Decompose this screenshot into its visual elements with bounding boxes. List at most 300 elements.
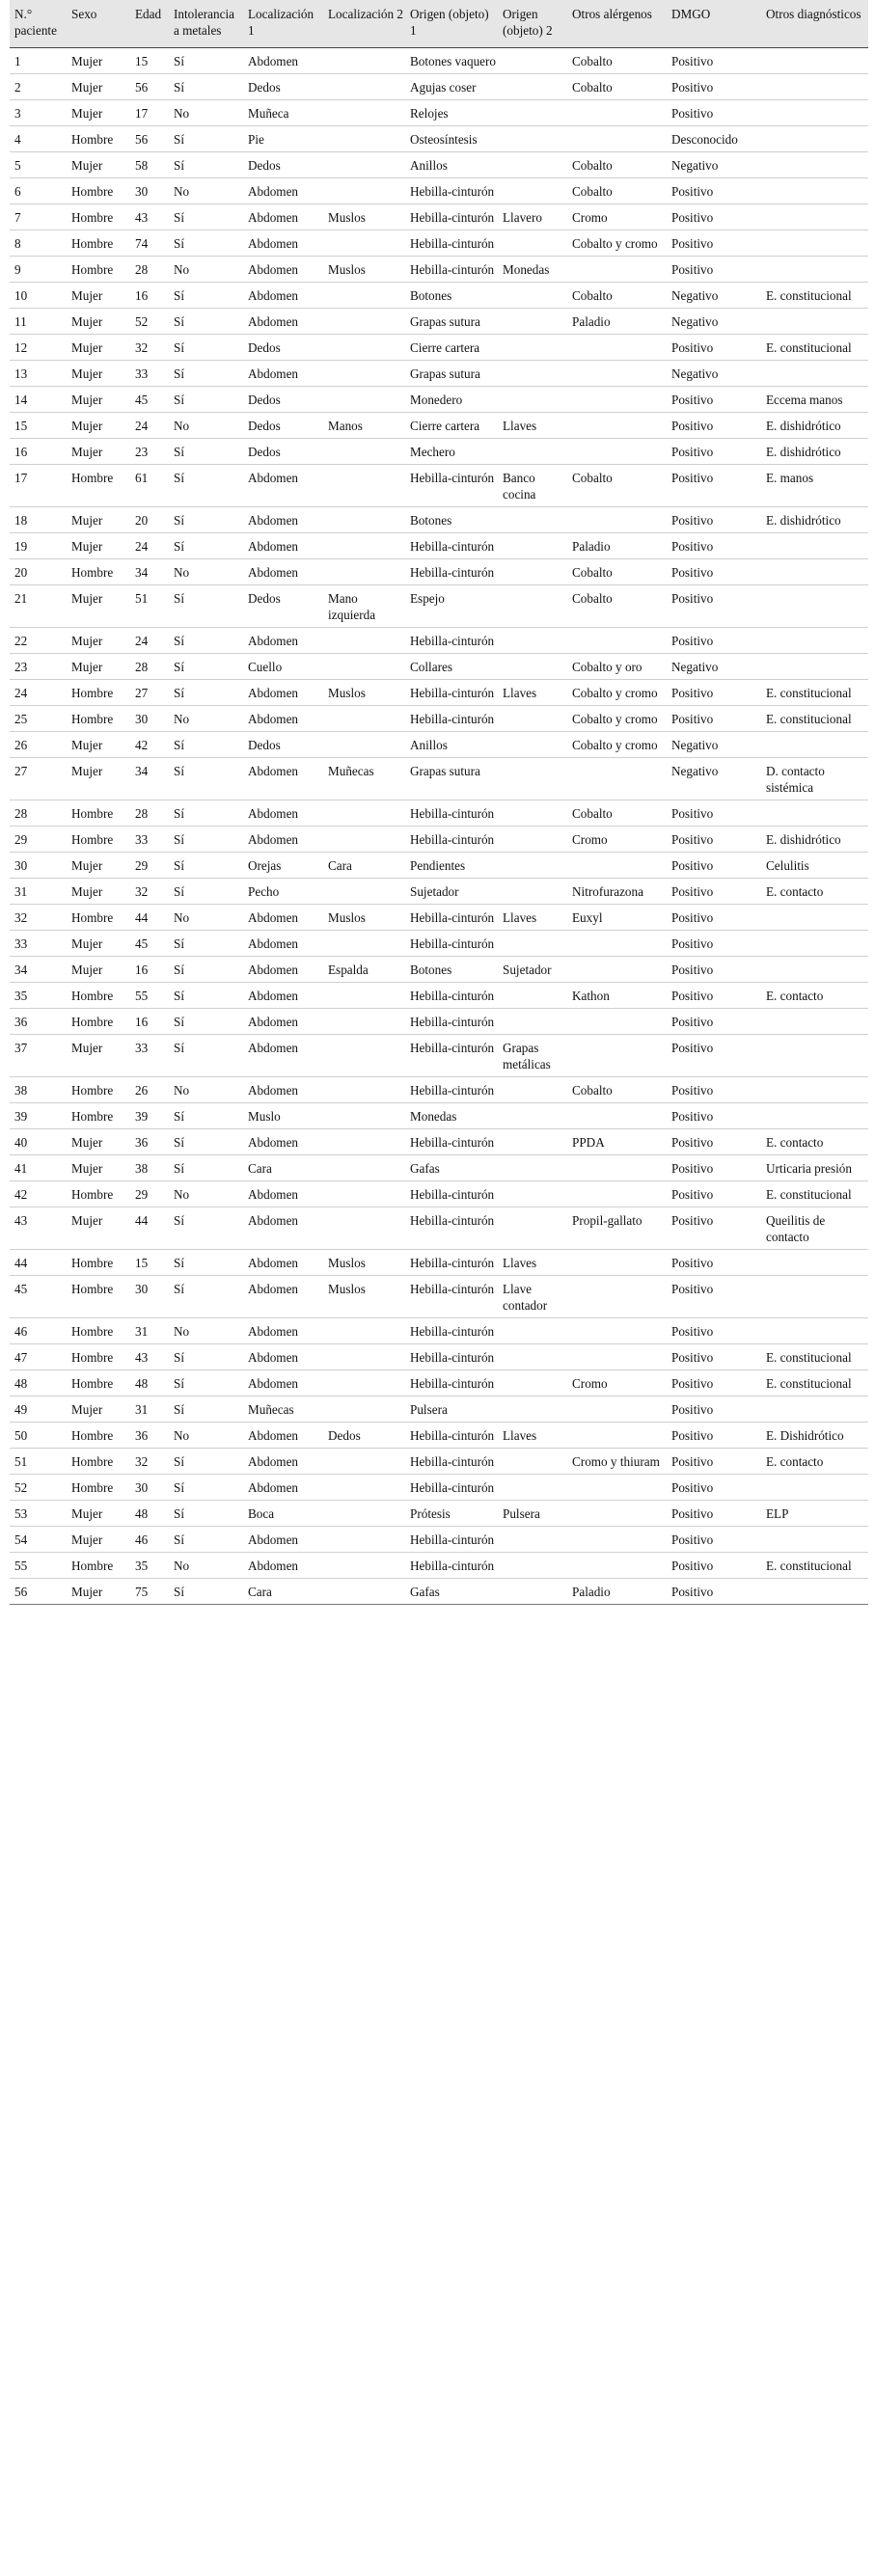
table-cell: Espalda [325, 957, 407, 983]
table-cell: Abdomen [245, 800, 325, 827]
table-cell: 36 [10, 1009, 68, 1035]
table-row [10, 1155, 868, 1181]
table-row [10, 204, 868, 230]
table-cell: Abdomen [245, 827, 325, 853]
table-cell: 61 [132, 465, 171, 507]
table-cell: Positivo [669, 413, 763, 439]
table-cell: Abdomen [245, 1527, 325, 1553]
table-cell: 46 [132, 1527, 171, 1553]
table-cell [763, 257, 868, 283]
table-cell: 55 [132, 983, 171, 1009]
table-cell [569, 1318, 669, 1344]
table-cell: 44 [132, 1207, 171, 1250]
table-cell [763, 1475, 868, 1501]
table-cell: Mujer [68, 957, 132, 983]
table-cell: Relojes [407, 100, 500, 126]
table-cell: 13 [10, 361, 68, 387]
table-cell: 31 [132, 1318, 171, 1344]
table-cell [325, 1475, 407, 1501]
table-cell: 55 [10, 1553, 68, 1579]
table-cell [763, 74, 868, 100]
table-cell [325, 230, 407, 257]
table-cell: Hebilla-cinturón [407, 1423, 500, 1449]
table-cell: Sí [171, 957, 245, 983]
table-cell: Mujer [68, 48, 132, 74]
table-cell: Paladio [569, 533, 669, 559]
table-cell: Dedos [245, 439, 325, 465]
table-cell: Mujer [68, 1579, 132, 1605]
table-cell: Hebilla-cinturón [407, 1276, 500, 1318]
table-cell [569, 758, 669, 800]
table-row [10, 1396, 868, 1423]
table-cell: Positivo [669, 1527, 763, 1553]
table-cell: 42 [10, 1181, 68, 1207]
table-cell: E. constitucional [763, 680, 868, 706]
table-cell: Mano izquierda [325, 585, 407, 628]
table-cell: 7 [10, 204, 68, 230]
table-cell: Negativo [669, 309, 763, 335]
table-cell: Sí [171, 758, 245, 800]
table-cell [500, 1449, 569, 1475]
table-cell: Desconocido [669, 126, 763, 152]
table-cell: Pulsera [500, 1501, 569, 1527]
table-cell: Hombre [68, 905, 132, 931]
table-cell [500, 309, 569, 335]
table-cell: 25 [10, 706, 68, 732]
table-body [10, 48, 868, 1605]
table-cell: Llavero [500, 204, 569, 230]
table-row [10, 1579, 868, 1605]
table-cell: Llaves [500, 905, 569, 931]
table-cell [763, 204, 868, 230]
table-row [10, 100, 868, 126]
column-header: Localización 1 [245, 0, 325, 48]
table-cell: Anillos [407, 732, 500, 758]
table-cell: Muslos [325, 204, 407, 230]
table-cell: D. contacto sistémica [763, 758, 868, 800]
table-row [10, 879, 868, 905]
table-cell [569, 257, 669, 283]
table-cell: Muslo [245, 1103, 325, 1129]
table-cell: 24 [132, 628, 171, 654]
table-cell [763, 800, 868, 827]
table-cell: Botones vaquero [407, 48, 500, 74]
table-cell: Hombre [68, 559, 132, 585]
table-cell: 39 [10, 1103, 68, 1129]
table-row [10, 74, 868, 100]
table-cell: Sí [171, 1370, 245, 1396]
table-cell: 16 [132, 957, 171, 983]
column-header: Otros alérgenos [569, 0, 669, 48]
table-cell: Mujer [68, 1155, 132, 1181]
table-cell [500, 758, 569, 800]
table-cell: 35 [132, 1553, 171, 1579]
table-row [10, 507, 868, 533]
table-cell: Hombre [68, 257, 132, 283]
table-cell: Cobalto y cromo [569, 706, 669, 732]
table-cell: Abdomen [245, 1207, 325, 1250]
table-cell: Mujer [68, 100, 132, 126]
table-cell: Llaves [500, 413, 569, 439]
table-cell: Positivo [669, 1035, 763, 1077]
table-cell: Positivo [669, 257, 763, 283]
table-cell: Positivo [669, 905, 763, 931]
table-cell: Cobalto y cromo [569, 680, 669, 706]
table-cell: 3 [10, 100, 68, 126]
table-cell: Hombre [68, 1344, 132, 1370]
table-cell: 22 [10, 628, 68, 654]
table-cell: 44 [10, 1250, 68, 1276]
table-cell [763, 230, 868, 257]
table-cell: No [171, 559, 245, 585]
table-cell: Muslos [325, 905, 407, 931]
table-cell: 30 [132, 178, 171, 204]
table-row [10, 178, 868, 204]
table-cell [325, 1501, 407, 1527]
table-cell: Hebilla-cinturón [407, 465, 500, 507]
table-row [10, 387, 868, 413]
table-cell: Llaves [500, 1423, 569, 1449]
table-cell [500, 387, 569, 413]
table-cell [325, 706, 407, 732]
table-cell: Cierre cartera [407, 413, 500, 439]
table-cell: Hebilla-cinturón [407, 230, 500, 257]
column-header: Localización 2 [325, 0, 407, 48]
table-cell [500, 230, 569, 257]
table-cell: 33 [132, 827, 171, 853]
table-cell: 41 [10, 1155, 68, 1181]
table-cell: Sí [171, 654, 245, 680]
table-cell: Negativo [669, 152, 763, 178]
table-cell: Cara [245, 1155, 325, 1181]
table-cell: Dedos [245, 335, 325, 361]
table-cell [569, 1103, 669, 1129]
table-cell [325, 1527, 407, 1553]
table-cell: 14 [10, 387, 68, 413]
table-cell: Hebilla-cinturón [407, 257, 500, 283]
table-row [10, 283, 868, 309]
table-row [10, 1207, 868, 1250]
table-cell: Positivo [669, 853, 763, 879]
table-cell: Abdomen [245, 559, 325, 585]
table-cell: Positivo [669, 100, 763, 126]
table-cell: Abdomen [245, 1009, 325, 1035]
table-cell: E. constitucional [763, 283, 868, 309]
table-cell [500, 48, 569, 74]
table-row [10, 1370, 868, 1396]
table-cell: Abdomen [245, 1129, 325, 1155]
table-cell: Cierre cartera [407, 335, 500, 361]
table-cell [325, 654, 407, 680]
table-cell: Cobalto [569, 152, 669, 178]
table-cell [763, 1318, 868, 1344]
table-cell [763, 1396, 868, 1423]
table-cell: Cobalto [569, 585, 669, 628]
table-cell: No [171, 413, 245, 439]
table-cell: Orejas [245, 853, 325, 879]
table-row [10, 1181, 868, 1207]
table-cell: Cuello [245, 654, 325, 680]
table-cell: 16 [132, 283, 171, 309]
table-cell: Positivo [669, 204, 763, 230]
table-cell: E. constitucional [763, 335, 868, 361]
table-cell: Positivo [669, 1103, 763, 1129]
table-cell [325, 1344, 407, 1370]
table-cell: Sí [171, 983, 245, 1009]
table-cell: 51 [132, 585, 171, 628]
table-row [10, 1129, 868, 1155]
table-cell: Positivo [669, 879, 763, 905]
table-cell [500, 654, 569, 680]
table-cell [569, 853, 669, 879]
table-cell: Hombre [68, 1553, 132, 1579]
table-row [10, 800, 868, 827]
table-cell: Mujer [68, 152, 132, 178]
table-cell: Euxyl [569, 905, 669, 931]
table-cell: Botones [407, 283, 500, 309]
table-cell: 45 [132, 387, 171, 413]
table-row [10, 706, 868, 732]
table-cell: 20 [132, 507, 171, 533]
table-cell: 46 [10, 1318, 68, 1344]
table-row [10, 559, 868, 585]
table-cell: 47 [10, 1344, 68, 1370]
table-cell [763, 1103, 868, 1129]
table-cell: Cobalto [569, 74, 669, 100]
table-cell: Manos [325, 413, 407, 439]
table-cell: Hebilla-cinturón [407, 533, 500, 559]
table-row [10, 983, 868, 1009]
table-cell: Mujer [68, 628, 132, 654]
table-cell [569, 1553, 669, 1579]
table-cell: No [171, 178, 245, 204]
table-cell: Hombre [68, 178, 132, 204]
table-cell [569, 1276, 669, 1318]
table-cell [500, 361, 569, 387]
table-cell [500, 126, 569, 152]
table-cell: Positivo [669, 559, 763, 585]
table-row [10, 957, 868, 983]
table-cell: 4 [10, 126, 68, 152]
table-cell: E. dishidrótico [763, 827, 868, 853]
table-cell: 12 [10, 335, 68, 361]
table-cell: Abdomen [245, 1276, 325, 1318]
table-cell [325, 1077, 407, 1103]
table-cell: Banco cocina [500, 465, 569, 507]
table-cell [569, 387, 669, 413]
table-cell: Positivo [669, 1579, 763, 1605]
table-cell: Positivo [669, 1501, 763, 1527]
table-cell [500, 853, 569, 879]
table-cell: Positivo [669, 74, 763, 100]
table-cell: Monedas [500, 257, 569, 283]
table-cell: 23 [10, 654, 68, 680]
table-cell: Negativo [669, 758, 763, 800]
table-cell [763, 533, 868, 559]
table-cell: Botones [407, 957, 500, 983]
table-cell [763, 957, 868, 983]
table-cell [325, 1035, 407, 1077]
table-cell [763, 1009, 868, 1035]
table-cell: Mujer [68, 74, 132, 100]
table-cell: Positivo [669, 335, 763, 361]
table-cell [325, 152, 407, 178]
table-cell: 18 [10, 507, 68, 533]
table-row [10, 335, 868, 361]
table-cell: Mujer [68, 1396, 132, 1423]
table-cell [500, 931, 569, 957]
table-cell: Dedos [325, 1423, 407, 1449]
table-cell: Positivo [669, 1009, 763, 1035]
table-cell [500, 1344, 569, 1370]
table-cell: 33 [132, 361, 171, 387]
table-cell: Mujer [68, 309, 132, 335]
table-cell: E. contacto [763, 1129, 868, 1155]
table-cell: 15 [132, 48, 171, 74]
table-cell: Boca [245, 1501, 325, 1527]
table-cell [325, 1396, 407, 1423]
table-cell: 43 [132, 1344, 171, 1370]
table-row [10, 628, 868, 654]
table-cell: Muslos [325, 257, 407, 283]
table-cell: 74 [132, 230, 171, 257]
table-cell: No [171, 100, 245, 126]
table-cell: Cromo [569, 204, 669, 230]
table-cell [500, 100, 569, 126]
table-cell: 16 [10, 439, 68, 465]
table-row [10, 1553, 868, 1579]
table-cell: Abdomen [245, 257, 325, 283]
table-cell: E. constitucional [763, 706, 868, 732]
table-cell: 56 [132, 126, 171, 152]
table-cell: 28 [132, 800, 171, 827]
table-cell: Positivo [669, 983, 763, 1009]
table-cell: Sí [171, 533, 245, 559]
table-cell: No [171, 905, 245, 931]
table-cell: Hombre [68, 1449, 132, 1475]
table-cell: Hebilla-cinturón [407, 1009, 500, 1035]
table-cell: Abdomen [245, 905, 325, 931]
table-cell: Sí [171, 1155, 245, 1181]
table-cell: Abdomen [245, 283, 325, 309]
table-cell: Pulsera [407, 1396, 500, 1423]
table-cell: E. contacto [763, 1449, 868, 1475]
table-row [10, 361, 868, 387]
table-cell [763, 559, 868, 585]
table-cell: Muslos [325, 680, 407, 706]
table-cell: Sí [171, 152, 245, 178]
table-cell: 34 [132, 559, 171, 585]
table-cell: 28 [132, 654, 171, 680]
table-row [10, 1449, 868, 1475]
table-cell [763, 905, 868, 931]
table-row [10, 126, 868, 152]
table-row [10, 654, 868, 680]
table-cell: 36 [132, 1129, 171, 1155]
table-cell: 17 [10, 465, 68, 507]
table-cell: Positivo [669, 1155, 763, 1181]
table-cell [325, 1009, 407, 1035]
table-cell: 43 [10, 1207, 68, 1250]
table-cell [500, 1181, 569, 1207]
table-cell: Positivo [669, 439, 763, 465]
table-cell: Urticaria presión [763, 1155, 868, 1181]
table-cell [569, 1250, 669, 1276]
table-cell: Sí [171, 1501, 245, 1527]
table-cell: Dedos [245, 732, 325, 758]
patients-table [10, 0, 868, 1605]
table-cell [763, 126, 868, 152]
table-cell: Sí [171, 283, 245, 309]
table-cell: Positivo [669, 800, 763, 827]
table-cell [569, 1344, 669, 1370]
table-cell: Hombre [68, 1475, 132, 1501]
table-cell: 29 [132, 853, 171, 879]
table-row [10, 1501, 868, 1527]
table-cell: Cobalto [569, 1077, 669, 1103]
table-cell: 26 [10, 732, 68, 758]
table-cell: Hebilla-cinturón [407, 1181, 500, 1207]
table-cell: Cobalto y oro [569, 654, 669, 680]
table-cell [325, 1155, 407, 1181]
table-cell: Negativo [669, 654, 763, 680]
table-cell: Hebilla-cinturón [407, 1250, 500, 1276]
table-row [10, 827, 868, 853]
table-cell: 51 [10, 1449, 68, 1475]
table-cell: 43 [132, 204, 171, 230]
table-row [10, 1475, 868, 1501]
table-row [10, 853, 868, 879]
table-cell: Mujer [68, 1527, 132, 1553]
table-cell [763, 48, 868, 74]
table-cell: Dedos [245, 585, 325, 628]
table-cell [763, 309, 868, 335]
table-cell: No [171, 1423, 245, 1449]
table-cell: Muslos [325, 1276, 407, 1318]
table-cell: Abdomen [245, 1035, 325, 1077]
table-cell [763, 931, 868, 957]
table-row [10, 1103, 868, 1129]
table-cell [325, 48, 407, 74]
table-cell: 38 [10, 1077, 68, 1103]
table-cell: Mujer [68, 1207, 132, 1250]
table-cell: Sí [171, 309, 245, 335]
table-cell: Mujer [68, 533, 132, 559]
table-row [10, 1527, 868, 1553]
table-cell: 49 [10, 1396, 68, 1423]
table-cell: Positivo [669, 533, 763, 559]
table-cell: Positivo [669, 507, 763, 533]
table-cell: Sujetador [407, 879, 500, 905]
table-cell: No [171, 1318, 245, 1344]
table-cell: Hombre [68, 1276, 132, 1318]
table-cell: Hombre [68, 1423, 132, 1449]
table-cell [569, 628, 669, 654]
table-cell: Llaves [500, 1250, 569, 1276]
table-cell [763, 1579, 868, 1605]
table-cell: 8 [10, 230, 68, 257]
table-cell: Sí [171, 879, 245, 905]
table-cell [500, 1129, 569, 1155]
column-header: DMGO [669, 0, 763, 48]
table-cell: Positivo [669, 706, 763, 732]
table-cell: 36 [132, 1423, 171, 1449]
table-cell: Sí [171, 204, 245, 230]
table-cell: Positivo [669, 1276, 763, 1318]
table-cell: Abdomen [245, 628, 325, 654]
table-cell: Queilitis de contacto [763, 1207, 868, 1250]
table-cell [325, 1449, 407, 1475]
